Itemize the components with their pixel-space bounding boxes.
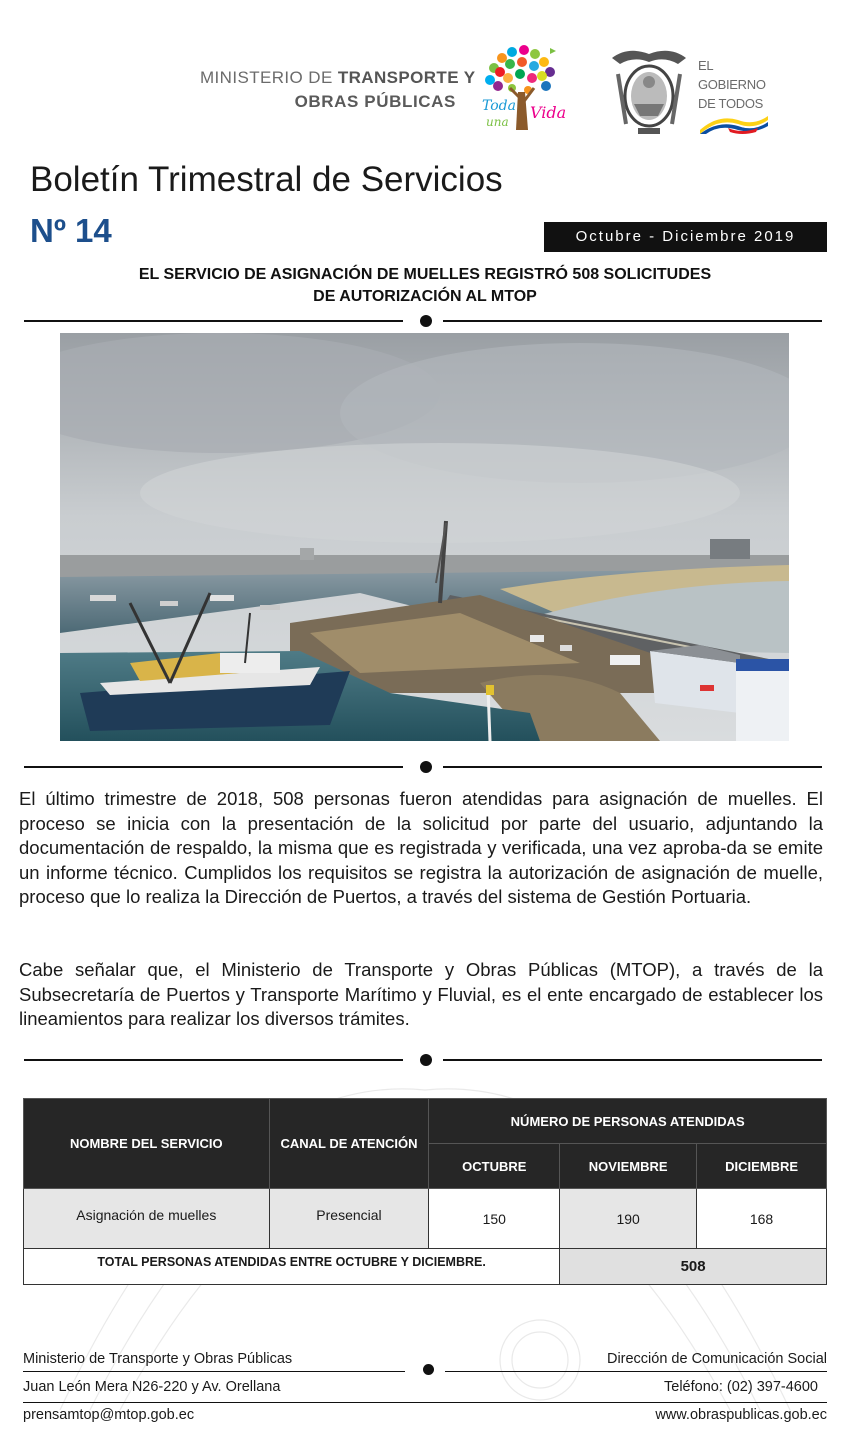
section-divider [24, 315, 822, 327]
svg-text:Vida: Vida [530, 103, 567, 122]
toda-una-vida-tree-logo [472, 38, 572, 138]
svg-text:Toda: Toda [482, 98, 516, 114]
gov-line-1: EL [698, 58, 714, 73]
footer-org-name: Ministerio de Transporte y Obras Públicas [23, 1351, 293, 1367]
footer-rule [23, 1371, 405, 1372]
footer-address: Juan León Mera N26-220 y Av. Orellana [23, 1379, 281, 1395]
ecuador-coat-of-arms-logo [608, 44, 690, 136]
cell-channel: Presencial [269, 1189, 429, 1249]
port-photo [60, 333, 789, 741]
table-row [24, 1189, 827, 1249]
headline-line-1: EL SERVICIO DE ASIGNACIÓN DE MUELLES REGISTRÓ 508 SOLICITUDES [138, 266, 712, 283]
header-service-name: NOMBRE DEL SERVICIO [24, 1099, 270, 1189]
ministry-name-prefix: MINISTERIO DE [200, 68, 338, 87]
footer-website-link[interactable]: www.obraspublicas.gob.ec [655, 1407, 827, 1423]
body-paragraph-1: El último trimestre de 2018, 508 personas fueron atendidas para asignación de muelles. El proceso se inicia con la presentación de la solicitud por parte del usuario, adjuntando la documentación de respaldo, la misma que es registrada y verificada, una vez aproba-da se emite un informe técnico. Cumplidos los requisitos se registra la autorización de asignación de muelle, proceso que lo realiza la Dirección de Puertos, a través del sistema de Gestión Portuaria. [19, 788, 823, 907]
body-paragraph-2: Cabe señalar que, el Ministerio de Transporte y Obras Públicas (MTOP), a través de la Subsecretaría de Puertos y Transporte Marítimo y Fluvial, es el ente encargado de establecer los lineamientos para realizar los diversos trámites. [19, 959, 823, 1029]
ministry-name-line2: OBRAS PÚBLICAS [294, 92, 456, 111]
header-people-served: NÚMERO DE PERSONAS ATENDIDAS [429, 1099, 827, 1144]
total-row [24, 1249, 827, 1285]
divider-dot [420, 315, 432, 327]
cell-december-value: 168 [697, 1189, 827, 1249]
divider-dot [420, 1054, 432, 1066]
header-month-october: OCTUBRE [429, 1144, 560, 1189]
footer-email-link[interactable]: prensamtop@mtop.gob.ec [23, 1407, 195, 1423]
bulletin-title: Boletín Trimestral de Servicios [30, 160, 503, 199]
cell-november-value: 190 [560, 1189, 697, 1249]
ministry-logo [200, 68, 476, 112]
issue-number: Nº 14 [30, 212, 112, 249]
gov-line-2: GOBIERNO [698, 77, 766, 92]
total-label: TOTAL PERSONAS ATENDIDAS ENTRE OCTUBRE Y DICIEMBRE. [24, 1249, 560, 1285]
footer-department: Dirección de Comunicación Social [606, 1351, 827, 1367]
footer-phone: Teléfono: (02) 397-4600 [664, 1379, 818, 1395]
svg-text:una: una [486, 115, 509, 129]
section-divider [24, 1054, 822, 1066]
ministry-name-bold: TRANSPORTE Y [337, 68, 476, 87]
section-divider [24, 761, 822, 773]
headline [40, 264, 810, 308]
headline-line-2: DE AUTORIZACIÓN AL MTOP [313, 288, 537, 305]
footer-rule [23, 1402, 827, 1403]
header-month-december: DICIEMBRE [697, 1144, 827, 1189]
header-month-november: NOVIEMBRE [560, 1144, 697, 1189]
total-value: 508 [560, 1249, 827, 1285]
divider-dot [420, 761, 432, 773]
gov-line-3: DE TODOS [698, 96, 764, 111]
period-badge: Octubre - Diciembre 2019 [544, 222, 827, 252]
gobierno-de-todos-text [698, 56, 766, 113]
cell-service-name: Asignación de muelles [24, 1189, 270, 1249]
cell-october-value: 150 [429, 1189, 560, 1249]
footer-divider-dot [423, 1364, 434, 1375]
footer-rule [445, 1371, 827, 1372]
services-table [23, 1098, 827, 1285]
gobierno-flag-ribbon-icon [698, 110, 770, 134]
header-channel: CANAL DE ATENCIÓN [269, 1099, 429, 1189]
